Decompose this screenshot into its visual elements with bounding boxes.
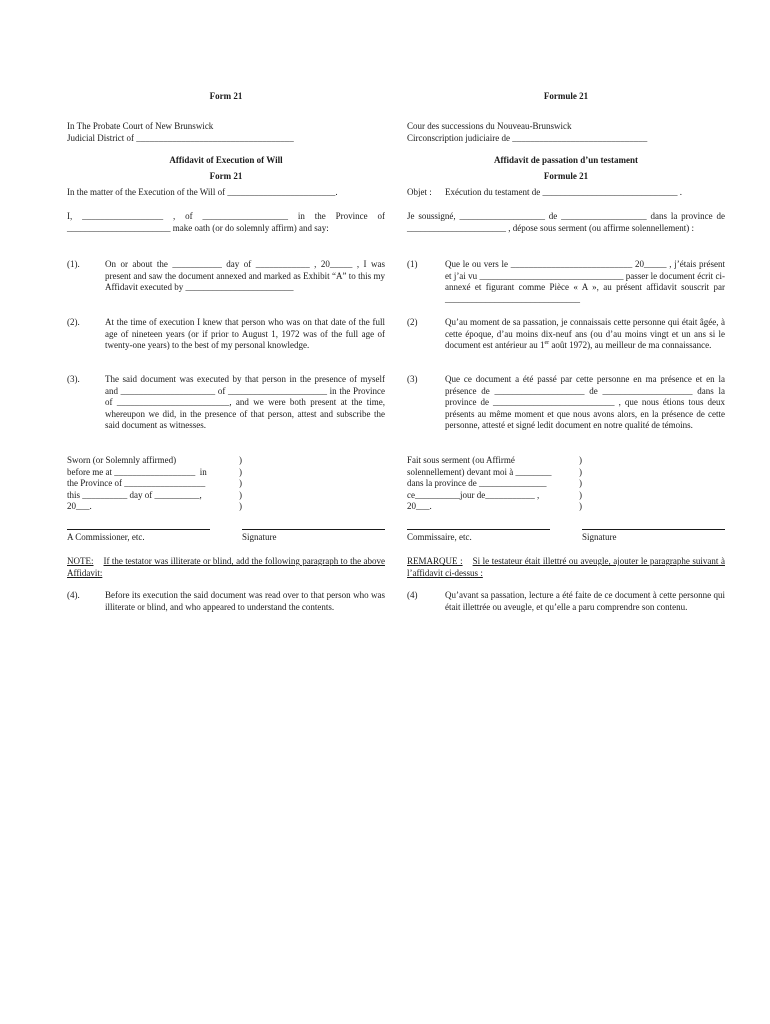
paragraph-number: (1). bbox=[67, 259, 80, 269]
paragraph-text: On or about the ___________ day of ____________ , 20_____ , I was present and saw the document annexed and marked as Exhibit “A” to this my Affidavit executed by ________________________ bbox=[105, 259, 385, 293]
matter-label: Objet : bbox=[407, 187, 432, 197]
note bbox=[407, 556, 725, 579]
paragraph-text: Que le ou vers le ___________________________ 20_____ , j’étais présent et j’ai vu ________________________________ passer le document écrit ci-annexé et figurant comme Pièce « A », au présent affidavit souscrit par ______________________________ bbox=[445, 259, 725, 304]
judicial-district: Circonscription judiciaire de ______________________________ bbox=[407, 133, 648, 143]
jurat-block: Sworn (or Solemnly affirmed) ) before me at __________________ in ) the Province of __________________ ) this __________ day of __________, ) 20___. ) bbox=[67, 455, 242, 512]
jurat-line: dans la province de _______________ bbox=[407, 478, 547, 489]
jurat-line: solennellement) devant moi à ________ bbox=[407, 466, 552, 477]
paragraph-number: (2) bbox=[407, 317, 418, 327]
affidavit-title: Affidavit de passation d’un testament bbox=[493, 155, 638, 165]
paragraph-4 bbox=[67, 590, 385, 613]
matter-line: In the matter of the Execution of the Will of ________________________. bbox=[67, 187, 338, 197]
matter-text: Exécution du testament de ______________________________ . bbox=[445, 187, 682, 197]
signature-label: Signature bbox=[582, 532, 617, 542]
jurat-line: ce__________jour de___________ , bbox=[407, 489, 540, 500]
court-name: In The Probate Court of New Brunswick bbox=[67, 121, 214, 131]
jurat-line: before me at __________________ in bbox=[67, 466, 207, 477]
paragraph-text: Qu’au moment de sa passation, je connaissais cette personne qui était âgée, à cette époque, d’au moins dix-neuf ans (ou d’au moins vingt et un ans si le document est antérieur au 1er août 1972), au meilleur de ma connaissance. bbox=[445, 317, 725, 351]
paragraph-text: At the time of execution I knew that person who was on that date of the full age of nineteen years (or if prior to August 1, 1972 was of the full age of twenty-one years) to the best of my personal knowledge. bbox=[105, 317, 385, 351]
commissioner-label: Commissaire, etc. bbox=[407, 532, 472, 542]
signature-label: Signature bbox=[242, 532, 277, 542]
paragraph-4 bbox=[407, 590, 725, 613]
paragraph-number: (2). bbox=[67, 317, 80, 327]
jurat-line: Sworn (or Solemnly affirmed) bbox=[67, 455, 177, 465]
paragraph-number: (4) bbox=[407, 590, 418, 600]
form-header: Form 21 bbox=[209, 91, 243, 101]
paragraph-text: Que ce document a été passé par cette personne en ma présence et en la présence de ____________________ de ____________________ dans la province de ___________________________ , que nous étions tous deux présents au même moment et que nous avons alors, en la présence de cette personne, attesté et signé ledit document en notre qualité de témoins. bbox=[445, 374, 725, 431]
judicial-district: Judicial District of ___________________________________ bbox=[67, 133, 294, 143]
commissioner-signature-line bbox=[67, 529, 210, 530]
jurat-block: Fait sous serment (ou Affirmé ) solennellement) devant moi à ________ ) dans la province de _______________ ) ce__________jour de___________ , ) 20___. ) bbox=[407, 455, 582, 512]
deponent-signature-line bbox=[242, 529, 385, 530]
deponent-statement: Je soussigné, ___________________ de ___________________ dans la province de ______________________ , dépose sous serment (ou affirme solennellement) : bbox=[407, 211, 725, 233]
form-header: Formule 21 bbox=[543, 91, 589, 101]
deponent-signature-line bbox=[582, 529, 725, 530]
note-text: If the testator was illiterate or blind, add the following paragraph to the above Affidavit: bbox=[67, 556, 385, 578]
note bbox=[67, 556, 385, 579]
commissioner-signature-line bbox=[407, 529, 550, 530]
paragraph-number: (3). bbox=[67, 374, 80, 384]
jurat-line: 20___. bbox=[407, 501, 432, 512]
affidavit-subtitle: Form 21 bbox=[209, 171, 243, 181]
affidavit-subtitle: Formule 21 bbox=[543, 171, 589, 181]
jurat-line: Fait sous serment (ou Affirmé bbox=[407, 455, 515, 465]
commissioner-label: A Commissioner, etc. bbox=[67, 532, 145, 542]
paragraph-number: (3) bbox=[407, 374, 418, 384]
paragraph-text: Before its execution the said document was read over to that person who was illiterate or blind, and who appeared to understand the contents. bbox=[105, 590, 385, 612]
affidavit-title: Affidavit of Execution of Will bbox=[169, 155, 283, 165]
paragraph-3 bbox=[67, 374, 385, 432]
paragraph-text: Qu’avant sa passation, lecture a été faite de ce document à cette personne qui était illettrée ou aveugle, et qu’elle a paru comprendre son contenu. bbox=[445, 590, 725, 612]
court-name: Cour des successions du Nouveau-Brunswick bbox=[407, 121, 572, 131]
paragraph-1 bbox=[407, 259, 725, 305]
deponent-statement: I, __________________ , of ___________________ in the Province of _______________________ make oath (or do solemnly affirm) and say: bbox=[67, 211, 385, 233]
paragraph-1 bbox=[67, 259, 385, 294]
paragraph-2 bbox=[407, 317, 725, 352]
paragraph-number: (4). bbox=[67, 590, 80, 600]
jurat-line: this __________ day of __________, bbox=[67, 489, 202, 500]
note-label: REMARQUE : bbox=[407, 556, 463, 566]
paragraph-2 bbox=[67, 317, 385, 352]
note-text: Si le testateur était illettré ou aveugle, ajouter le paragraphe suivant à l’affidavit ci-dessus : bbox=[407, 556, 725, 578]
paragraph-text: The said document was executed by that person in the presence of myself and _____________________ of ______________________ in the Province of _________________________, and we were both present at the time, whereupon we did, in the presence of that person, attest and subscribe the said document as witnesses. bbox=[105, 374, 385, 431]
paragraph-3 bbox=[407, 374, 725, 432]
jurat-line: 20___. bbox=[67, 501, 92, 512]
note-label: NOTE: bbox=[67, 556, 94, 566]
matter-line bbox=[407, 187, 725, 199]
jurat-line: the Province of __________________ bbox=[67, 478, 206, 489]
paragraph-number: (1) bbox=[407, 259, 418, 269]
